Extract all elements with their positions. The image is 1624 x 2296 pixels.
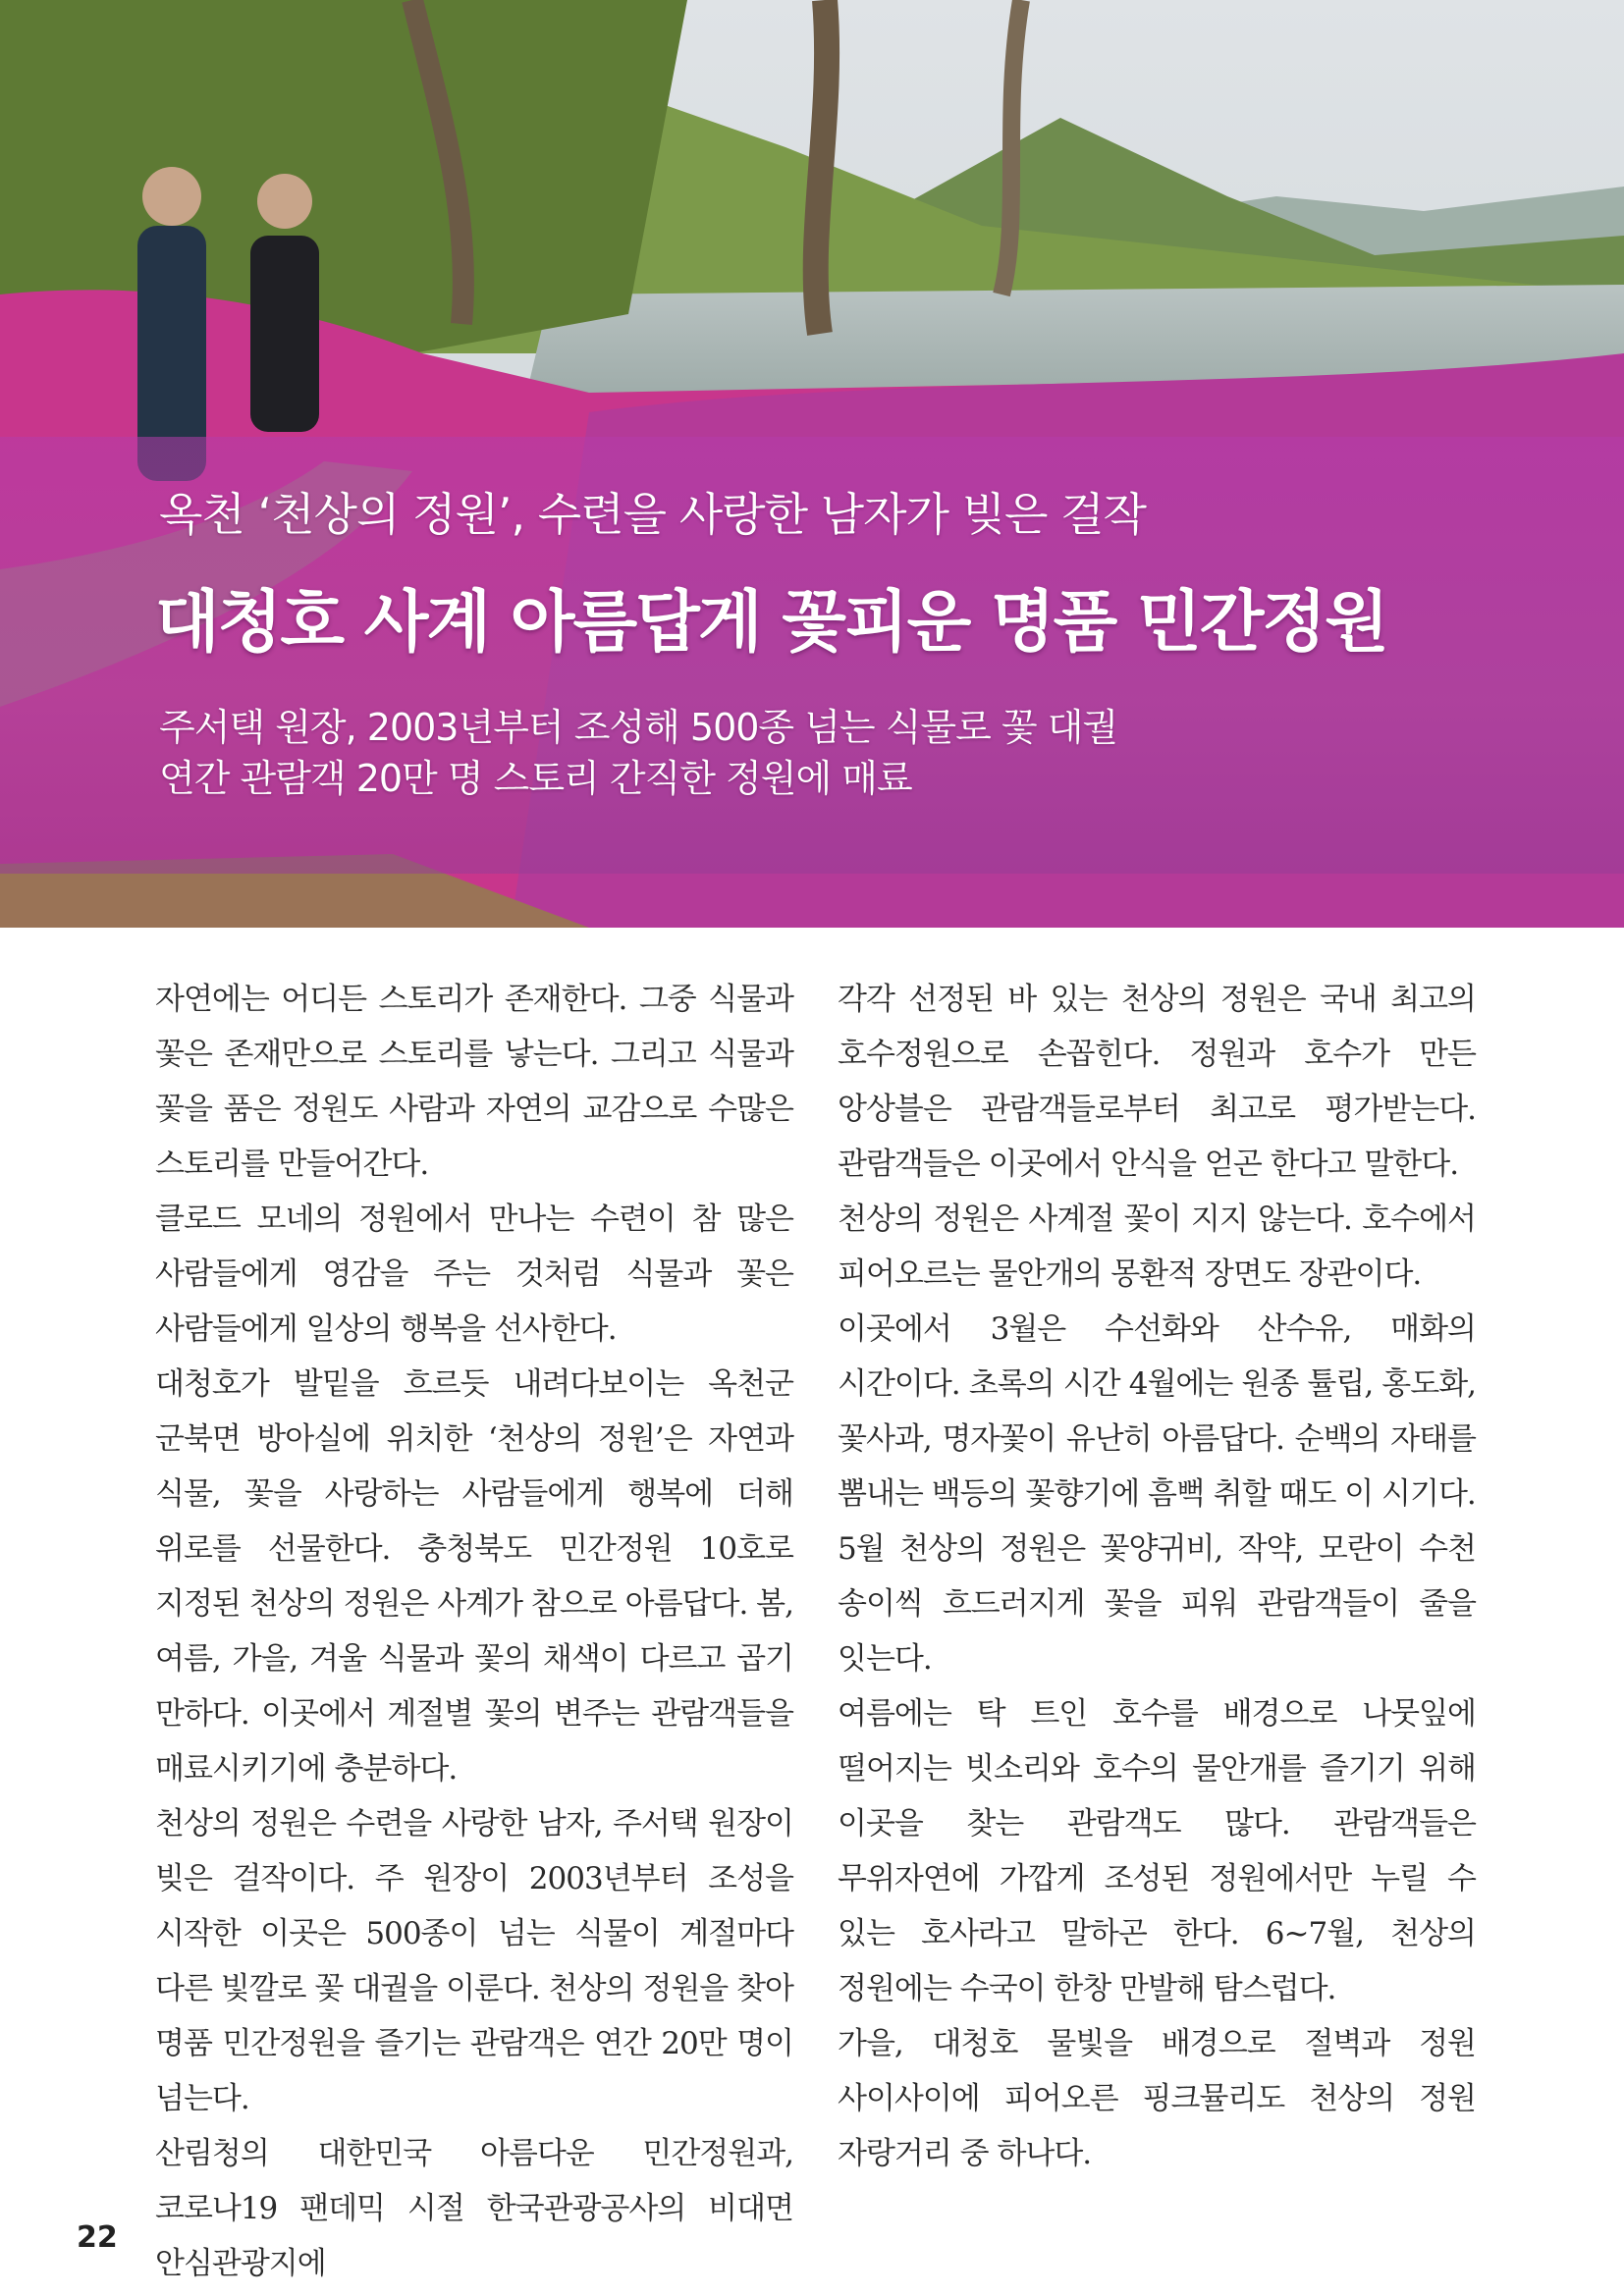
page-headline: 대청호 사계 아름답게 꽃피운 명품 민간정원 bbox=[155, 584, 1387, 662]
subtitle-line-2: 연간 관람객 20만 명 스토리 간직한 정원에 매료 bbox=[159, 757, 912, 800]
left-column bbox=[155, 972, 793, 2291]
right-column bbox=[838, 972, 1476, 2291]
subtitle-line-1: 주서택 원장, 2003년부터 조성해 500종 넘는 식물로 꽃 대궐 bbox=[159, 706, 1118, 749]
hero-photo bbox=[0, 0, 1624, 928]
paragraph: 천상의 정원은 사계절 꽃이 지지 않는다. 호수에서 피어오르는 물안개의 몽환적 장면도 장관이다. bbox=[838, 1201, 1476, 1292]
paragraph: 여름에는 탁 트인 호수를 배경으로 나뭇잎에 떨어지는 빗소리와 호수의 물안개를 즐기기 위해 이곳을 찾는 관람객도 많다. 관람객들은 무위자연에 가깝게 조성된 정원에서만 누릴 수 있는 호사라고 말하곤 한다. 6~7월, 천상의 정원에는 수국이 한창 만발해 탐스럽다. bbox=[838, 1696, 1476, 2006]
paragraph: 가을, 대청호 물빛을 배경으로 절벽과 정원 사이사이에 피어오른 핑크뮬리도 천상의 정원 자랑거리 중 하나다. bbox=[838, 2026, 1476, 2171]
paragraph: 5월 천상의 정원은 꽃양귀비, 작약, 모란이 수천 송이씩 흐드러지게 꽃을 피워 관람객들이 줄을 잇는다. bbox=[838, 1531, 1476, 1677]
paragraph: 이곳에서 3월은 수선화와 산수유, 매화의 시간이다. 초록의 시간 4월에는 원종 튤립, 홍도화, 꽃사과, 명자꽃이 유난히 아름답다. 순백의 자태를 뽐내는 백등의 꽃향기에 흠뻑 취할 때도 이 시기다. bbox=[838, 1311, 1476, 1512]
paragraph: 천상의 정원은 수련을 사랑한 남자, 주서택 원장이 빚은 걸작이다. 주 원장이 2003년부터 조성을 시작한 이곳은 500종이 넘는 식물이 계절마다 다른 빛깔로 꽃 대궐을 이룬다. 천상의 정원을 찾아 명품 민간정원을 즐기는 관람객은 연간 20만 명이 넘는다. bbox=[155, 1806, 793, 2116]
paragraph: 클로드 모네의 정원에서 만나는 수련이 참 많은 사람들에게 영감을 주는 것처럼 식물과 꽃은 사람들에게 일상의 행복을 선사한다. bbox=[155, 1201, 793, 1347]
article-body bbox=[155, 972, 1476, 2291]
kicker-title: 옥천 ‘천상의 정원’, 수련을 사랑한 남자가 빚은 걸작 bbox=[159, 488, 1146, 541]
subtitle bbox=[159, 702, 1117, 804]
paragraph: 각각 선정된 바 있는 천상의 정원은 국내 최고의 호수정원으로 손꼽힌다. 정원과 호수가 만든 앙상블은 관람객들로부터 최고로 평가받는다. 관람객들은 이곳에서 안식을 얻곤 한다고 말한다. bbox=[838, 982, 1476, 1182]
paragraph: 자연에는 어디든 스토리가 존재한다. 그중 식물과 꽃은 존재만으로 스토리를 낳는다. 그리고 식물과 꽃을 품은 정원도 사람과 자연의 교감으로 수많은 스토리를 만들어간다. bbox=[155, 982, 793, 1182]
paragraph: 대청호가 발밑을 흐르듯 내려다보이는 옥천군 군북면 방아실에 위치한 ‘천상의 정원’은 자연과 식물, 꽃을 사랑하는 사람들에게 행복에 더해 위로를 선물한다. 충청북도 민간정원 10호로 지정된 천상의 정원은 사계가 참으로 아름답다. 봄, 여름, 가을, 겨울 식물과 꽃의 채색이 다르고 곱기 만하다. 이곳에서 계절별 꽃의 변주는 관람객들을 매료시키기에 충분하다. bbox=[155, 1366, 793, 1787]
paragraph: 산림청의 대한민국 아름다운 민간정원과, 코로나19 팬데믹 시절 한국관광공사의 비대면 안심관광지에 bbox=[155, 2136, 793, 2281]
page-number: 22 bbox=[77, 2220, 118, 2255]
